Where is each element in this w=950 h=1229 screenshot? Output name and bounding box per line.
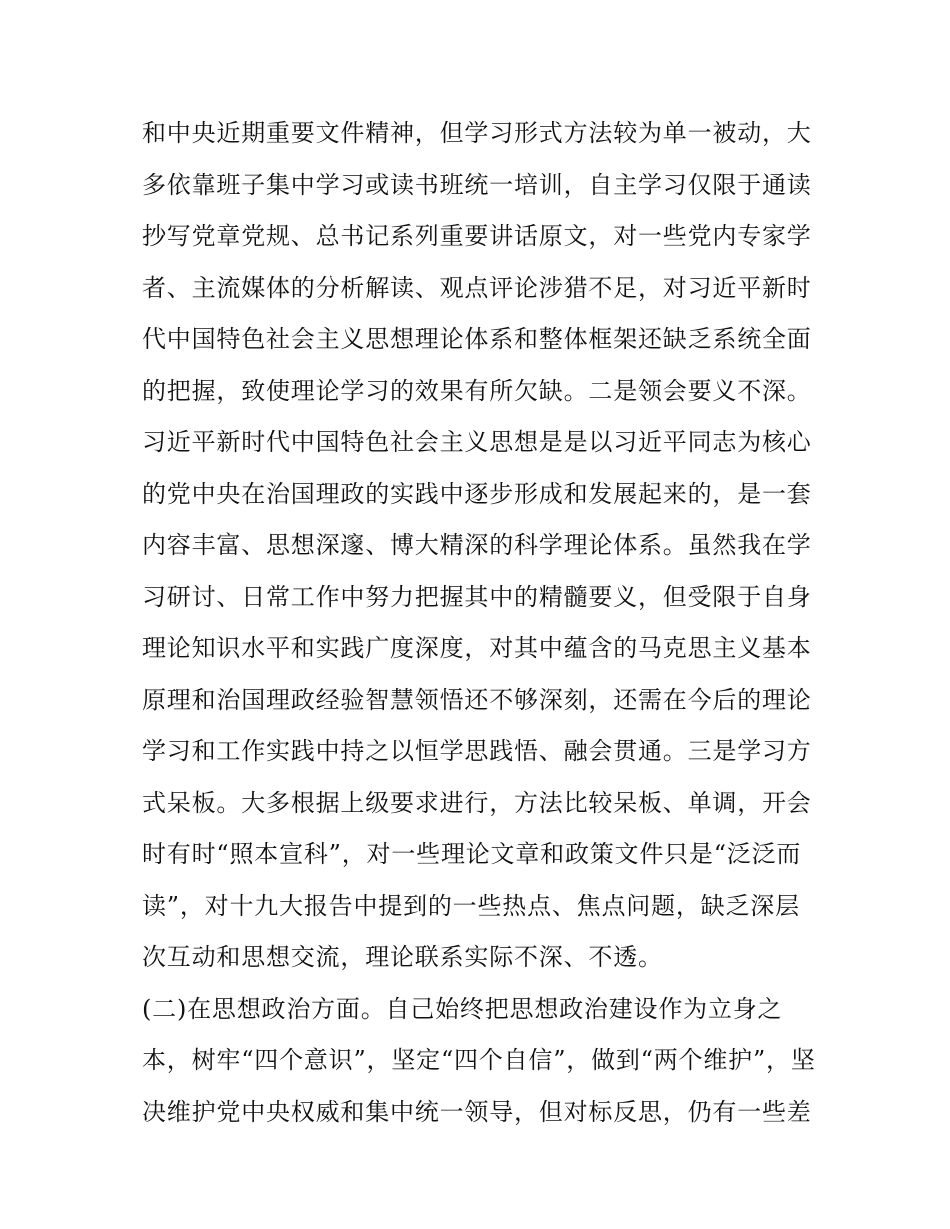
text-line: (二)在思想政治方面。自己始终把思想政治建设作为立身之 [142, 994, 783, 1023]
text-line: 习研讨、日常工作中努力把握其中的精髓要义，但受限于自身 [142, 582, 812, 611]
text-line: 代中国特色社会主义思想理论体系和整体框架还缺乏系统全面 [142, 325, 812, 353]
body-text [142, 108, 822, 1138]
text-line: 的把握，致使理论学习的效果有所欠缺。二是领会要义不深。 [142, 376, 812, 405]
text-line: 读”，对十九大报告中提到的一些热点、焦点问题，缺乏深层 [142, 891, 800, 920]
text-line: 内容丰富、思想深邃、博大精深的科学理论体系。虽然我在学 [142, 531, 812, 559]
text-line: 的党中央在治国理政的实践中逐步形成和发展起来的，是一套 [142, 479, 812, 508]
text-line: 习近平新时代中国特色社会主义思想是是以习近平同志为核心 [142, 428, 812, 456]
text-line: 多依靠班子集中学习或读书班统一培训，自主学习仅限于通读 [142, 170, 812, 199]
text-line: 理论知识水平和实践广度深度，对其中蕴含的马克思主义基本 [142, 634, 812, 662]
text-line: 式呆板。大多根据上级要求进行，方法比较呆板、单调，开会 [142, 788, 812, 817]
text-line: 决维护党中央权威和集中统一领导，但对标反思，仍有一些差 [142, 1097, 812, 1126]
text-line: 和中央近期重要文件精神，但学习形式方法较为单一被动，大 [142, 119, 812, 147]
text-line: 学习和工作实践中持之以恒学思践悟、融会贯通。三是学习方 [142, 737, 812, 765]
text-line: 本，树牢“四个意识”，坚定“四个自信”，做到“两个维护”，坚 [142, 1046, 816, 1074]
text-line: 时有时“照本宣科”，对一些理论文章和政策文件只是“泛泛而 [142, 840, 802, 868]
text-line: 抄写党章党规、总书记系列重要讲话原文，对一些党内专家学 [142, 222, 812, 250]
text-line: 原理和治国理政经验智慧领悟还不够深刻，还需在今后的理论 [142, 685, 812, 714]
text-line: 次互动和思想交流，理论联系实际不深、不透。 [142, 943, 663, 971]
text-line: 者、主流媒体的分析解读、观点评论涉猎不足，对习近平新时 [142, 273, 812, 302]
